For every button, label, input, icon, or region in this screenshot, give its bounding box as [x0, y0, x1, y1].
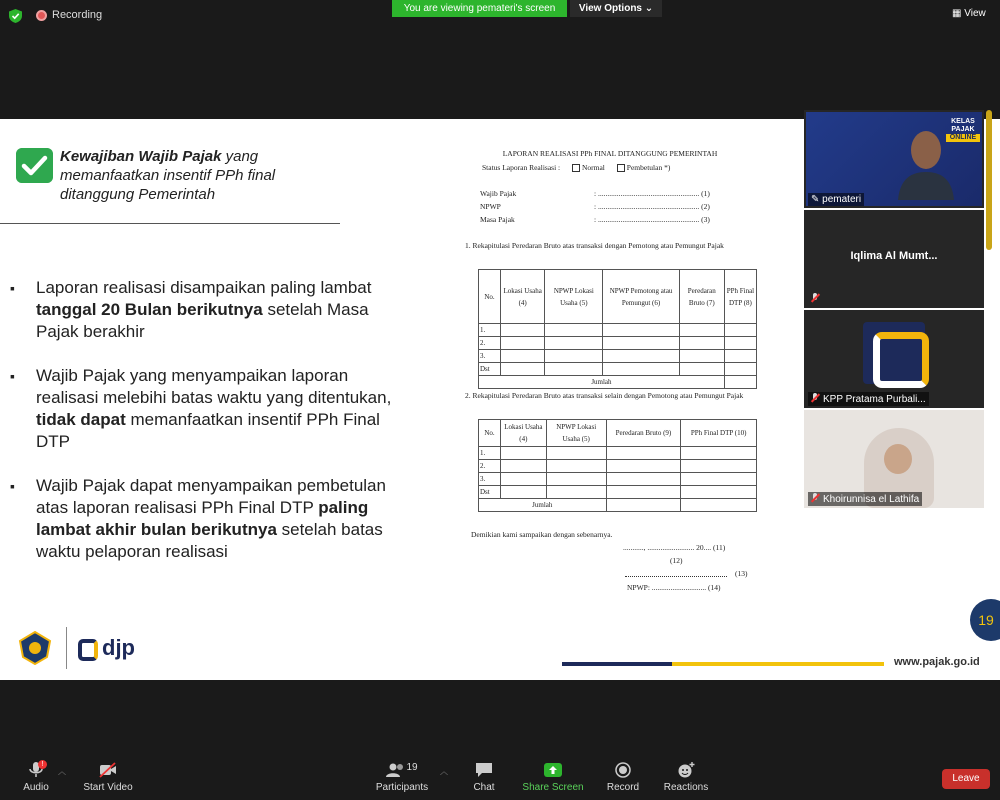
participant-name-center: Iqlima Al Mumt... [850, 250, 938, 262]
footer-bar-blue [562, 662, 672, 666]
checkmark-icon [16, 148, 53, 183]
participant-name-label [808, 492, 922, 506]
chat-label: Chat [473, 782, 495, 793]
participant-video-panel [804, 110, 984, 510]
chat-bubble-icon [475, 762, 493, 778]
row-label: 1. [479, 324, 501, 337]
bullet-item [10, 365, 410, 453]
participants-button[interactable] [367, 762, 437, 793]
video-camera-off-icon [99, 762, 117, 778]
grid-view-icon: ▦ [952, 8, 962, 19]
kpp-avatar-logo [863, 322, 925, 384]
security-shield-icon[interactable] [9, 9, 22, 23]
checkbox-pembetulan [617, 164, 625, 172]
table-row [479, 324, 757, 337]
participants-count: 19 [406, 762, 418, 773]
row-label: 3. [479, 473, 501, 486]
video-tile-khoirunnisa[interactable] [804, 410, 984, 508]
status-pembetulan-label: Pembetulan *) [626, 163, 671, 172]
badge-line: KELAS [951, 118, 975, 125]
participant-name-text: Khoirunnisa el Lathifa [823, 494, 920, 505]
document-title: LAPORAN REALISASI PPh FINAL DITANGGUNG PEMERINTAH [502, 149, 718, 158]
chat-button[interactable] [449, 762, 519, 793]
kemenkeu-emblem-icon [18, 631, 52, 665]
slide-heading-rest: yang memanfaatkan insentif PPh final ditanggung Pemerintah [60, 148, 276, 203]
share-screen-label: Share Screen [522, 782, 584, 793]
table-header: NPWP Lokasi Usaha (5) [546, 420, 606, 447]
table-header: Lokasi Usaha (4) [500, 420, 546, 447]
row-label: Dst [479, 363, 501, 376]
view-options-button[interactable] [570, 0, 662, 17]
section-1-title: 1. Rekapitulasi Peredaran Bruto atas transaksi dengan Pemotong atau Pemungut Pajak [465, 241, 724, 250]
participant-name-label [808, 392, 929, 406]
bullet-bold: paling lambat akhir bulan berikutnya [36, 498, 369, 539]
djp-logo-icon [78, 639, 98, 661]
bullet-text: Laporan realisasi disampaikan paling lambat [36, 278, 372, 297]
start-video-label: Start Video [83, 782, 133, 793]
total-label: Jumlah [479, 376, 725, 389]
signature-number: (12) [670, 556, 683, 565]
total-label: Jumlah [479, 499, 607, 512]
participant-name-text: pemateri [822, 194, 862, 205]
mic-muted-icon [811, 393, 819, 402]
record-icon [614, 762, 632, 778]
record-label: Record [606, 782, 640, 793]
row-label: 2. [479, 337, 501, 350]
field-value: : ...................................................... (3) [594, 215, 710, 224]
table-header: No. [479, 270, 501, 324]
heading-divider [0, 223, 340, 224]
view-button[interactable] [952, 8, 992, 23]
table-header: No. [479, 420, 501, 447]
bullet-text: Wajib Pajak dapat menyampaikan pembetulan atas laporan realisasi PPh Final DTP [36, 476, 386, 517]
field-label: Masa Pajak [480, 215, 515, 224]
bullet-text: setelah batas waktu pelaporan realisasi [36, 520, 383, 561]
meeting-top-bar [0, 0, 1000, 32]
row-label: 1. [479, 447, 501, 460]
panel-scrollbar[interactable] [986, 110, 992, 250]
view-options-label: View Options [578, 3, 642, 14]
table-row [479, 350, 757, 363]
field-label: Wajib Pajak [480, 189, 517, 198]
participants-options-caret-icon[interactable]: ︿ [440, 767, 448, 776]
table-header: Peredaran Bruto (7) [679, 270, 724, 324]
video-tile-iqlima[interactable] [804, 210, 984, 308]
djp-logo-text: djp [102, 635, 135, 660]
table-row [479, 337, 757, 350]
reactions-label: Reactions [663, 782, 709, 793]
bullet-text: memanfaatkan insentif PPh Final DTP [36, 410, 380, 451]
participant-mute-label [808, 292, 826, 306]
table-header: NPWP Lokasi Usaha (5) [545, 270, 603, 324]
pin-icon: ✎ [811, 194, 820, 205]
table-header: Lokasi Usaha (4) [501, 270, 545, 324]
mic-muted-icon [811, 293, 819, 302]
date-line: ..........., ......................... 20.... (11) [623, 543, 726, 552]
status-row [482, 163, 670, 172]
field-value: : ...................................................... (1) [594, 189, 710, 198]
mic-muted-icon [811, 493, 819, 502]
audio-options-caret-icon[interactable]: ︿ [58, 767, 66, 776]
meeting-toolbar [0, 752, 1000, 800]
start-video-button[interactable] [73, 762, 143, 793]
table-header: PPh Final DTP (8) [724, 270, 756, 324]
record-button[interactable] [588, 762, 658, 793]
participants-label: Participants [375, 782, 429, 793]
bullet-item [10, 277, 410, 343]
status-normal-label: Normal [581, 163, 605, 172]
participant-face [884, 444, 912, 474]
smiley-add-icon [677, 762, 695, 778]
viewing-screen-banner: You are viewing pemateri's screen [392, 0, 567, 17]
table-total-row [479, 499, 757, 512]
bullet-list [10, 277, 410, 585]
leave-button[interactable]: Leave [942, 769, 990, 789]
table-header: PPh Final DTP (10) [681, 420, 757, 447]
view-button-label: View [964, 8, 986, 19]
participants-icon [377, 762, 427, 778]
table-1 [478, 269, 757, 389]
participant-name-text: KPP Pratama Purbali... [823, 394, 926, 405]
npwp-line: NPWP: ............................. (14) [627, 583, 721, 592]
video-tile-pemateri[interactable] [804, 110, 984, 208]
row-label: Dst [479, 486, 501, 499]
table-2 [478, 419, 757, 512]
bullet-bold: tidak dapat [36, 410, 126, 429]
bullet-bold: tanggal 20 Bulan berikutnya [36, 300, 263, 319]
slide-heading [60, 147, 350, 204]
checkbox-normal [572, 164, 580, 172]
bullet-text: Wajib Pajak yang menyampaikan laporan realisasi melebihi batas waktu yang ditentukan, [36, 366, 392, 407]
bullet-item [10, 475, 410, 563]
share-screen-button[interactable] [518, 762, 588, 793]
row-label: 3. [479, 350, 501, 363]
table-row [479, 460, 757, 473]
website-url: www.pajak.go.id [894, 656, 980, 668]
footer-bar-yellow [672, 662, 884, 666]
table-row [479, 363, 757, 376]
slide-page-number: 19 [970, 599, 1000, 641]
recording-label: Recording [52, 9, 103, 21]
recording-indicator-icon [36, 10, 47, 21]
closing-text: Demikian kami sampaikan dengan sebenarnya. [471, 530, 613, 539]
field-label: NPWP [480, 202, 501, 211]
table-header: NPWP Pemotong atau Pemungut (6) [603, 270, 679, 324]
logo-divider [66, 627, 67, 669]
participant-name-label [808, 193, 864, 206]
field-value: : ...................................................... (2) [594, 202, 710, 211]
speaker-video [806, 112, 982, 206]
table-row [479, 473, 757, 486]
section-2-title: 2. Rekapitulasi Peredaran Bruto atas transaksi selain dengan Pemotong atau Pemungut Pajak [465, 391, 744, 400]
table-total-row [479, 376, 757, 389]
name-number: (13) [735, 569, 748, 578]
slide-heading-bold: Kewajiban Wajib Pajak [60, 148, 222, 165]
bullet-text: setelah Masa Pajak berakhir [36, 300, 369, 341]
chevron-down-icon: ⌄ [644, 3, 654, 14]
audio-alert-badge: ! [38, 760, 47, 769]
speaker-person-image [894, 120, 954, 200]
reactions-button[interactable] [651, 762, 721, 793]
status-label: Status Laporan Realisasi : [482, 163, 561, 172]
row-label: 2. [479, 460, 501, 473]
signature-line [625, 570, 727, 579]
table-row [479, 447, 757, 460]
djp-logo-area [18, 627, 158, 672]
share-screen-icon [544, 762, 562, 778]
table-header: Peredaran Bruto (9) [606, 420, 681, 447]
badge-line: PAJAK [951, 126, 975, 133]
table-row [479, 486, 757, 499]
video-tile-kpp[interactable] [804, 310, 984, 408]
audio-label: Audio [23, 782, 49, 793]
badge-line: ONLINE [946, 134, 980, 142]
